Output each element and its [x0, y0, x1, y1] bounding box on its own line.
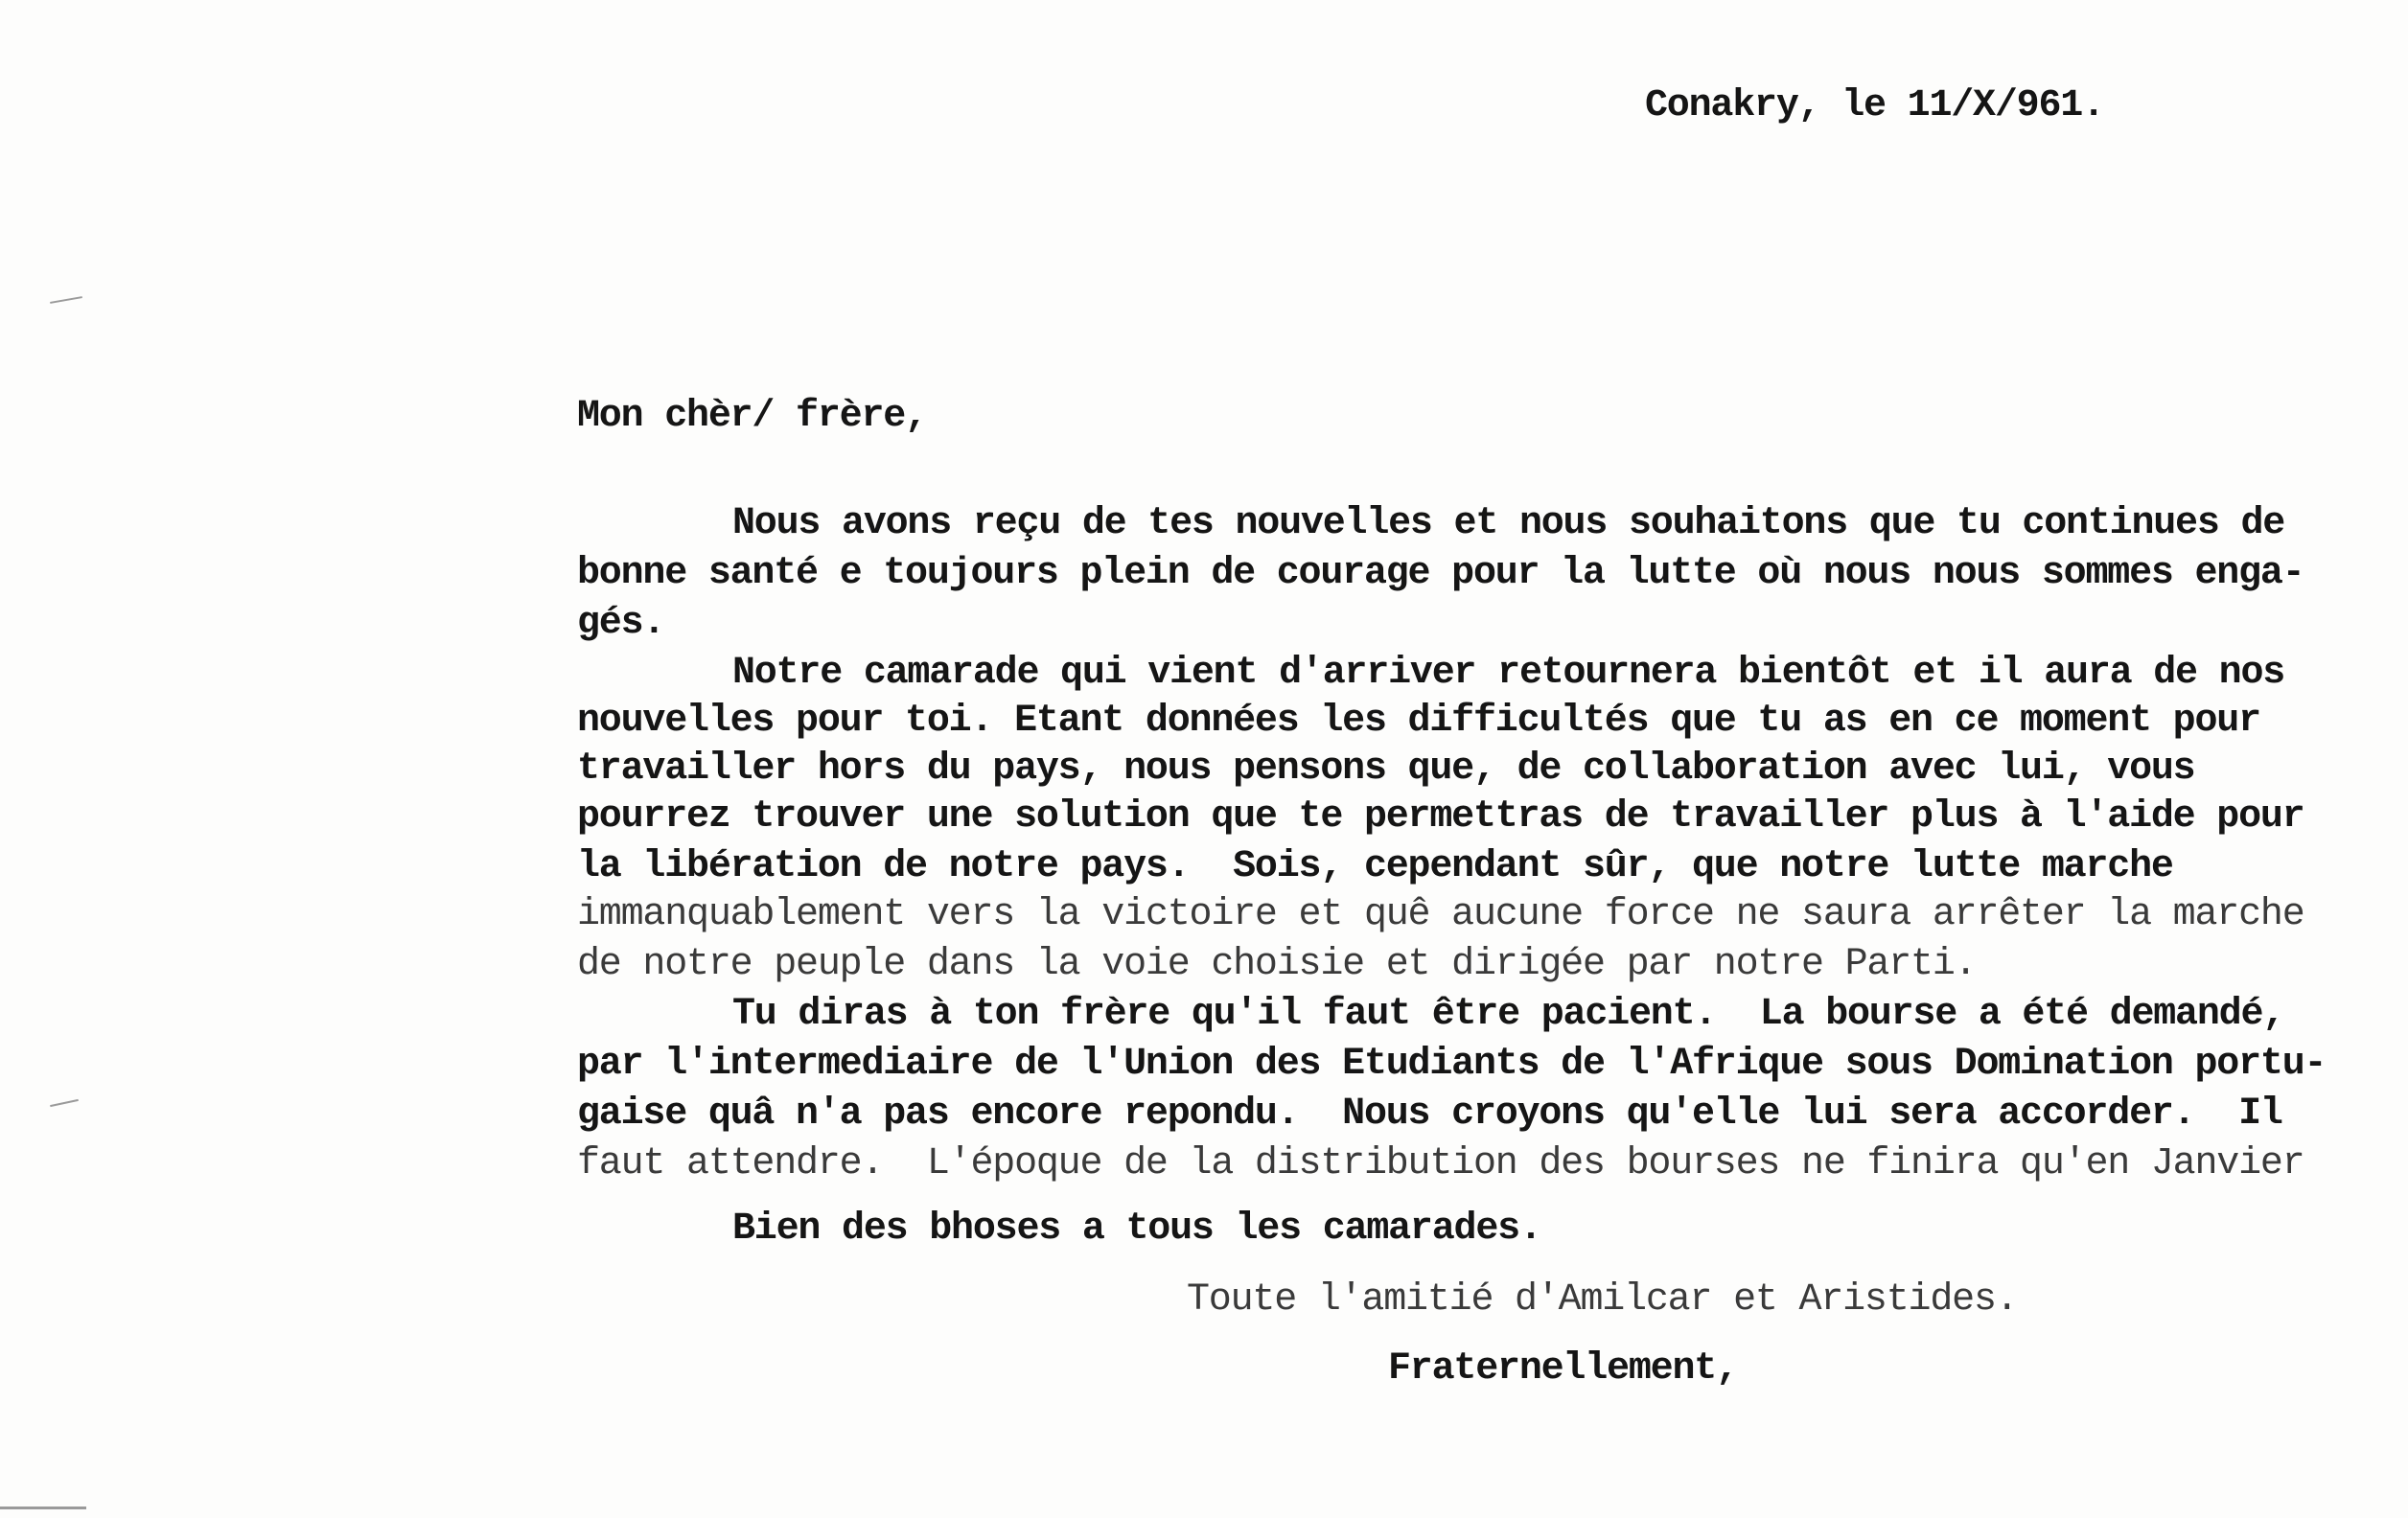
- body-line: Notre camarade qui vient d'arriver retournera bientôt et il aura de nos: [732, 652, 2285, 695]
- salutation: Mon chèr/ frère,: [577, 395, 927, 438]
- body-line: gés.: [577, 602, 665, 645]
- closing-regards: Bien des bhoses a tous les camarades.: [732, 1208, 1541, 1251]
- body-line: Tu diras à ton frère qu'il faut être pacient. La bourse a été demandé,: [732, 993, 2285, 1036]
- body-line: immanquablement vers la victoire et quê aucune force ne saura arrêter la marche: [577, 893, 2304, 936]
- body-line: la libération de notre pays. Sois, cependant sûr, que notre lutte marche: [577, 845, 2173, 888]
- body-line: de notre peuple dans la voie choisie et dirigée par notre Parti.: [577, 943, 1977, 986]
- closing-friendship: Toute l'amitié d'Amilcar et Aristides.: [1187, 1278, 2018, 1322]
- body-line: bonne santé e toujours plein de courage pour la lutte où nous nous sommes enga-: [577, 552, 2304, 595]
- body-line: Nous avons reçu de tes nouvelles et nous souhaitons que tu continues de: [732, 502, 2285, 545]
- scan-mark: [0, 1506, 86, 1509]
- scan-mark: [50, 1099, 79, 1107]
- body-line: gaise quâ n'a pas encore repondu. Nous croyons qu'elle lui sera accorder. Il: [577, 1092, 2282, 1136]
- body-line: nouvelles pour toi. Etant données les difficultés que tu as en ce moment pour: [577, 700, 2260, 743]
- body-line: par l'intermediaire de l'Union des Etudiants de l'Afrique sous Domination portu-: [577, 1043, 2327, 1086]
- body-line: faut attendre. L'époque de la distribution des bourses ne finira qu'en Janvier: [577, 1142, 2304, 1185]
- scan-mark: [50, 296, 82, 304]
- closing-signoff: Fraternellement,: [1388, 1347, 1738, 1391]
- body-line: pourrez trouver une solution que te permettras de travailler plus à l'aide pour: [577, 795, 2304, 839]
- body-line: travailler hors du pays, nous pensons que, de collaboration avec lui, vous: [577, 748, 2195, 791]
- dateline: Conakry, le 11/X/961.: [1645, 84, 2104, 127]
